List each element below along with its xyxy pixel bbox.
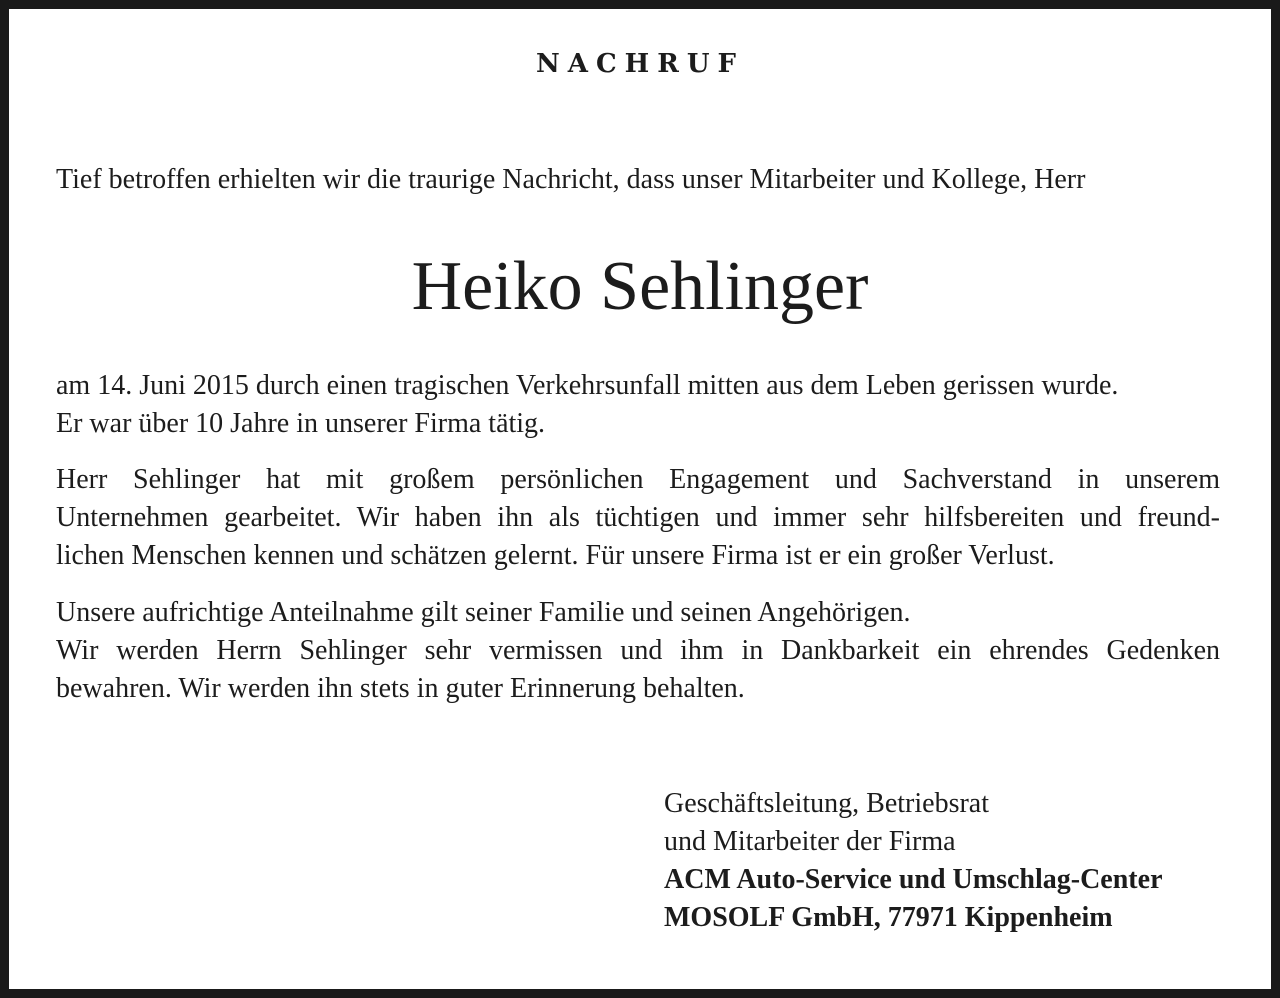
intro-text: Tief betroffen erhielten wir die traurige Nachricht, dass unser Mitarbeiter und Kollege, Herr <box>56 164 1086 195</box>
paragraph-line: Herr Sehlinger hat mit großem persönlichen Engagement und Sachverstand in unserem <box>56 464 1220 495</box>
paragraph-line: Unsere aufrichtige Anteilnahme gilt seiner Familie und seinen Angehörigen. <box>56 597 911 628</box>
paragraph-line: Wir werden Herrn Sehlinger sehr vermissen und ihm in Dankbarkeit ein ehrendes Gedenken <box>56 635 1220 666</box>
signature-line: Geschäftsleitung, Betriebsrat <box>664 788 990 819</box>
paragraph-line: am 14. Juni 2015 durch einen tragischen Verkehrsunfall mitten aus dem Leben gerissen wurde. <box>56 370 1119 401</box>
notice-title: NACHRUF <box>536 49 744 79</box>
company-name: ACM Auto-Service und Umschlag-Center <box>664 864 1163 895</box>
paragraph-line: lichen Menschen kennen und schätzen gelernt. Für unsere Firma ist er ein großer Verlust. <box>56 540 1055 571</box>
deceased-name: Heiko Sehlinger <box>411 248 869 325</box>
signature-block <box>664 785 1234 937</box>
paragraph-condolence <box>56 594 1220 708</box>
company-address: MOSOLF GmbH, 77971 Kippenheim <box>664 902 1113 933</box>
paragraph-date-of-death <box>56 367 1220 443</box>
paragraph-line: Unternehmen gearbeitet. Wir haben ihn als tüchtigen und immer sehr hilfsbereiten und freund- <box>56 502 1220 533</box>
paragraph-tribute <box>56 461 1220 575</box>
signature-line: und Mitarbeiter der Firma <box>664 826 956 857</box>
paragraph-line: Er war über 10 Jahre in unserer Firma tätig. <box>56 408 546 439</box>
paragraph-line: bewahren. Wir werden ihn stets in guter Erinnerung behalten. <box>56 673 745 704</box>
